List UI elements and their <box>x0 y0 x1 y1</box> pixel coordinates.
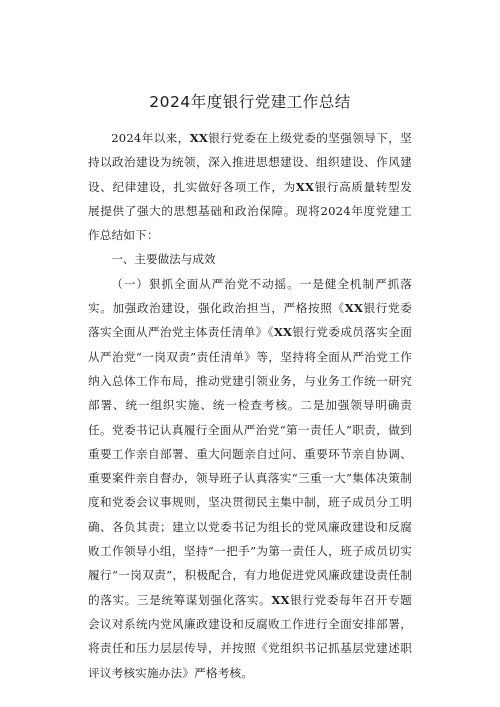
section-text-1: （一）狠抓全面从严治党不动摇。一是健全机制严抓落实。加强政治建设，强化政治担当，严格按照《 <box>88 276 412 316</box>
document-title: 2024年度银行党建工作总结 <box>149 93 351 111</box>
section-text-3: 银行党委成员落实全面从严治党“一岗双责”责任清单》等，坚持将全面从严治党工作纳入总体工作布局，推动党建引领业务，与业务工作统一研究部署、统一组织实施、统一检查考核。二是加强领导明确责任。党委书记认真履行全面从严治党“第一责任人”职责，做到重要工作亲自部署、重大问题亲自过问、重要环节亲自协调、重要案件亲自督办，领导班子认真落实“三重一大”集体决策制度和党委会议事规则，坚决贯彻民主集中制，班子成员分工明确、各负其责；建立以党委书记为组长的党风廉政建设和反腐败工作领导小组，坚持“一把手”为第一责任人，班子成员切实履行“一岗双责”，积极配合，有力地促进党风廉政建设责任制的落实。三是统筹谋划强化落实。 <box>88 325 412 607</box>
intro-text-3: 银行高质量转型发展提供了强大的思想基础和政治保障。现将2024年度党建工作总结如下： <box>88 179 412 243</box>
section-text-4: 银行党委每年召开专题会议对系统内党风廉政建设和反腐败工作进行全面安排部署，将责任和压力层层传导，并按照《党组织书记抓基层党建述职评议考核实施办法》严格考核。 <box>88 592 412 680</box>
bank-name-3: XX <box>344 301 364 316</box>
section-paragraph <box>88 272 412 685</box>
intro-text-1: 2024年以来， <box>111 131 190 145</box>
bank-name-2: XX <box>295 179 315 194</box>
section-heading: 一、主要做法与成效 <box>111 252 216 267</box>
intro-text-2: 银行党委在上级党委的坚强领导下，坚持以政治建设为统领，深入推进思想建设、组织建设、作风建设、纪律建设，扎实做好各项工作，为 <box>88 131 413 194</box>
bank-name-5: XX <box>271 592 290 607</box>
section-text-2: 银行党委落实全面从严治党主体责任清单》《 <box>88 301 412 340</box>
bank-name-4: XX <box>273 325 293 340</box>
intro-paragraph <box>88 126 412 247</box>
bank-name-1: XX <box>189 131 209 145</box>
